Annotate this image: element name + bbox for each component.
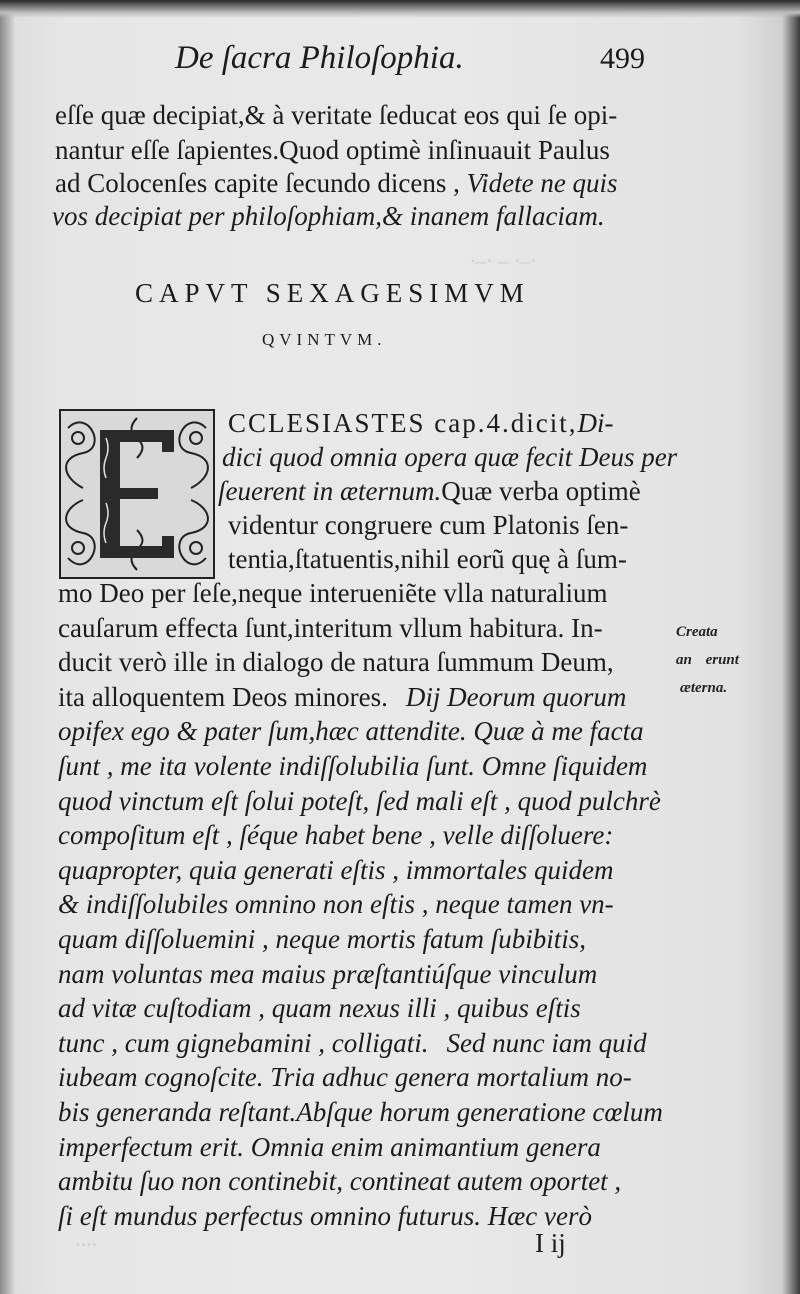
text-line bbox=[58, 682, 626, 713]
text-span: bis generanda reſtant.Abſque horum generatione cœlum bbox=[58, 1097, 663, 1127]
text-span: & indiſſolubiles omnino non eſtis , neque tamen vn- bbox=[58, 889, 614, 919]
text-line bbox=[58, 889, 614, 920]
margin-note-line: an erunt bbox=[676, 652, 739, 668]
top-edge bbox=[0, 0, 800, 18]
text-line bbox=[58, 786, 661, 817]
text-line bbox=[58, 1201, 592, 1232]
text-line bbox=[58, 1166, 621, 1197]
text-line bbox=[58, 959, 597, 990]
binding-shadow bbox=[0, 0, 14, 1294]
text-span: quam diſſoluemini , neque mortis fatum ſubibitis, bbox=[58, 924, 586, 954]
text-span: ita alloquentem Deos minores. bbox=[58, 682, 388, 712]
signature-mark: I ij bbox=[535, 1228, 566, 1258]
italic-span: Dij Deorum quorum bbox=[405, 682, 627, 712]
page-edge bbox=[782, 0, 800, 1294]
italic-span: ſeuerent in æternum. bbox=[218, 476, 442, 506]
text-line: nantur eſſe ſapientes.Quod optimè inſinuauit Paulus bbox=[55, 135, 610, 165]
text-line bbox=[228, 408, 613, 439]
text-span: ad Colocenſes capite ſecundo dicens , bbox=[55, 168, 460, 198]
text-line bbox=[58, 820, 613, 851]
text-line bbox=[58, 993, 581, 1024]
text-line bbox=[58, 855, 613, 886]
text-line bbox=[58, 1062, 632, 1093]
text-span: ad vitæ cuſtodiam , quam nexus illi , quibus eſtis bbox=[58, 993, 581, 1023]
page-number: 499 bbox=[600, 42, 645, 75]
text-line: dici quod omnia opera quæ fecit Deus per bbox=[222, 442, 678, 472]
text-span: compoſitum eſt , ſéque habet bene , velle diſſoluere: bbox=[58, 820, 614, 850]
text-line bbox=[58, 1028, 647, 1059]
italic-span: Di- bbox=[577, 408, 614, 438]
text-span: ſi eſt mundus perfectus omnino futurus. Hæc verò bbox=[58, 1201, 592, 1231]
text-span: ducit verò ille in dialogo de natura ſummum Deum, bbox=[58, 647, 614, 677]
text-line bbox=[218, 476, 641, 507]
text-line: videntur congruere cum Platonis ſen- bbox=[228, 510, 629, 540]
text-line bbox=[58, 924, 586, 955]
chapter-subheading: QVINTVM. bbox=[262, 330, 387, 349]
decorated-initial bbox=[58, 408, 216, 580]
text-line bbox=[58, 578, 608, 609]
text-span: tunc , cum gignebamini , colligati. bbox=[58, 1028, 429, 1058]
text-span: quod vinctum eſt ſolui poteſt, ſed mali eſt , quod pulchrè bbox=[58, 786, 661, 816]
text-span: opifex ego & pater ſum,hæc attendite. Quæ à me facta bbox=[58, 716, 644, 746]
text-line bbox=[58, 716, 644, 747]
text-line bbox=[58, 1132, 601, 1163]
chapter-heading: CAPVT SEXAGESIMVM bbox=[135, 278, 530, 308]
text-line bbox=[55, 168, 618, 199]
text-line bbox=[58, 751, 647, 782]
text-span: nam voluntas mea maius præſtantiúſque vinculum bbox=[58, 959, 598, 989]
text-span: imperfectum erit. Omnia enim animantium genera bbox=[58, 1132, 601, 1162]
text-line bbox=[58, 613, 603, 644]
italic-span: Videte ne quis bbox=[466, 168, 618, 198]
margin-note-line: Creata bbox=[676, 624, 718, 640]
bleed-through: ·–· – ·–· bbox=[470, 248, 536, 273]
text-span: mo Deo per ſeſe,neque interueniẽte vlla naturalium bbox=[58, 578, 608, 608]
text-span: CCLESIASTES cap.4.dicit, bbox=[228, 408, 578, 438]
text-span: ambitu ſuo non continebit, contineat autem oportet , bbox=[58, 1166, 622, 1196]
text-span: Quæ verba optimè bbox=[441, 476, 641, 506]
text-line: eſſe quæ decipiat,& à veritate ſeducat eos qui ſe opi- bbox=[55, 100, 618, 130]
running-head: De ſacra Philoſophia. bbox=[175, 40, 464, 76]
text-span: ſunt , me ita volente indiſſolubilia ſunt. Omne ſiquidem bbox=[58, 751, 648, 781]
margin-note-line: æterna. bbox=[680, 680, 728, 696]
text-span: quapropter, quia generati eſtis , immortales quidem bbox=[58, 855, 614, 885]
text-span: cauſarum effecta ſunt,interitum vllum habitura. In- bbox=[58, 613, 603, 643]
text-line: vos decipiat per philoſophiam,& inanem fallaciam. bbox=[52, 201, 605, 231]
text-line: tentia,ſtatuentis,nihil eorũ quę à ſum- bbox=[228, 544, 627, 574]
text-span: iubeam cognoſcite. Tria adhuc genera mortalium no- bbox=[58, 1062, 632, 1092]
italic-span: Sed nunc iam quid bbox=[446, 1028, 647, 1058]
bleed-through: ···· bbox=[75, 1232, 97, 1257]
text-line bbox=[58, 647, 614, 678]
text-line bbox=[58, 1097, 663, 1128]
